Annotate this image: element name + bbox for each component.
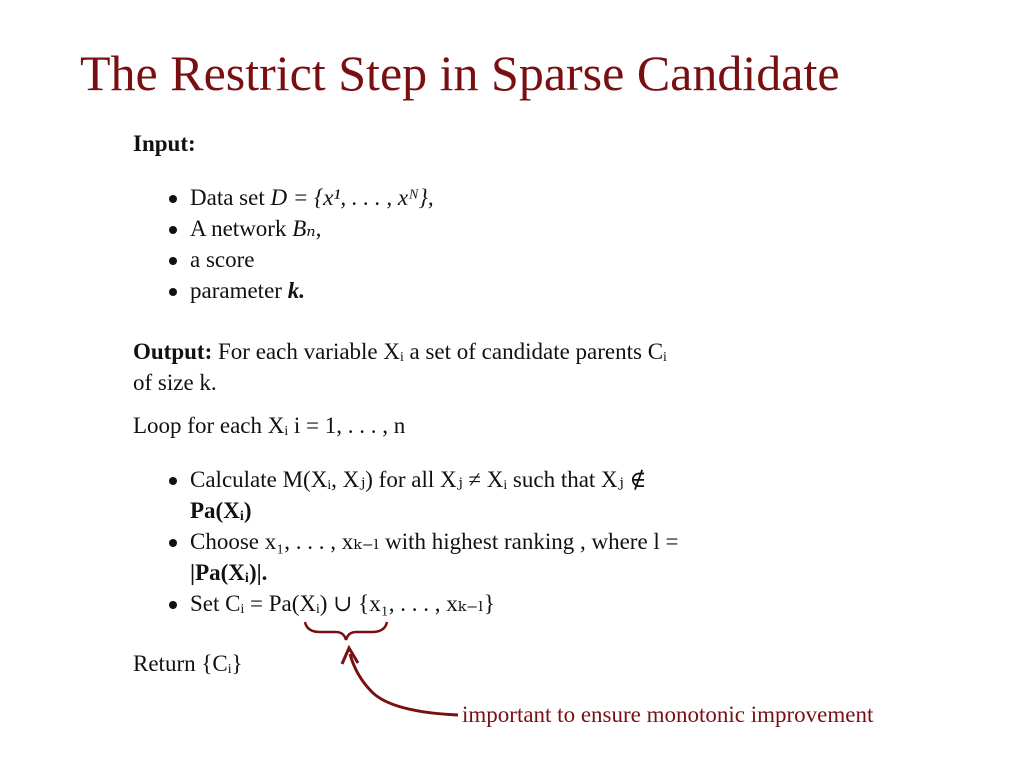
- slide-title: The Restrict Step in Sparse Candidate: [80, 45, 840, 101]
- list-item: Calculate M(Xᵢ, Xⱼ) for all Xⱼ ≠ Xᵢ such that Xⱼ ∉: [133, 464, 679, 495]
- annotation-text: important to ensure monotonic improvement: [462, 702, 874, 727]
- loop-line: Loop for each Xᵢ i = 1, . . . , n: [133, 413, 406, 438]
- curly-brace: [305, 622, 387, 640]
- list-item: a score: [133, 244, 434, 275]
- list-item: Set Cᵢ = Pa(Xᵢ) ∪ {x₁, . . . , xₖ₋ₗ}: [133, 588, 679, 619]
- output-line-1: Output: For each variable Xᵢ a set of candidate parents Cᵢ: [133, 339, 667, 364]
- list-item: Data set D = {x¹, . . . , xᴺ},: [133, 182, 434, 213]
- arrow-curve: [350, 654, 458, 715]
- return-line: Return {Cᵢ}: [133, 651, 243, 676]
- input-heading: Input:: [133, 131, 196, 156]
- list-item-continuation: Pa(Xᵢ): [190, 498, 252, 523]
- list-item: Choose x₁, . . . , xₖ₋ₗ with highest ranking , where l =: [133, 526, 679, 557]
- list-item-continuation: |Pa(Xᵢ)|.: [190, 560, 268, 585]
- output-line-2: of size k.: [133, 370, 217, 395]
- list-item: parameter k.: [133, 275, 434, 306]
- list-item: A network Bₙ,: [133, 213, 434, 244]
